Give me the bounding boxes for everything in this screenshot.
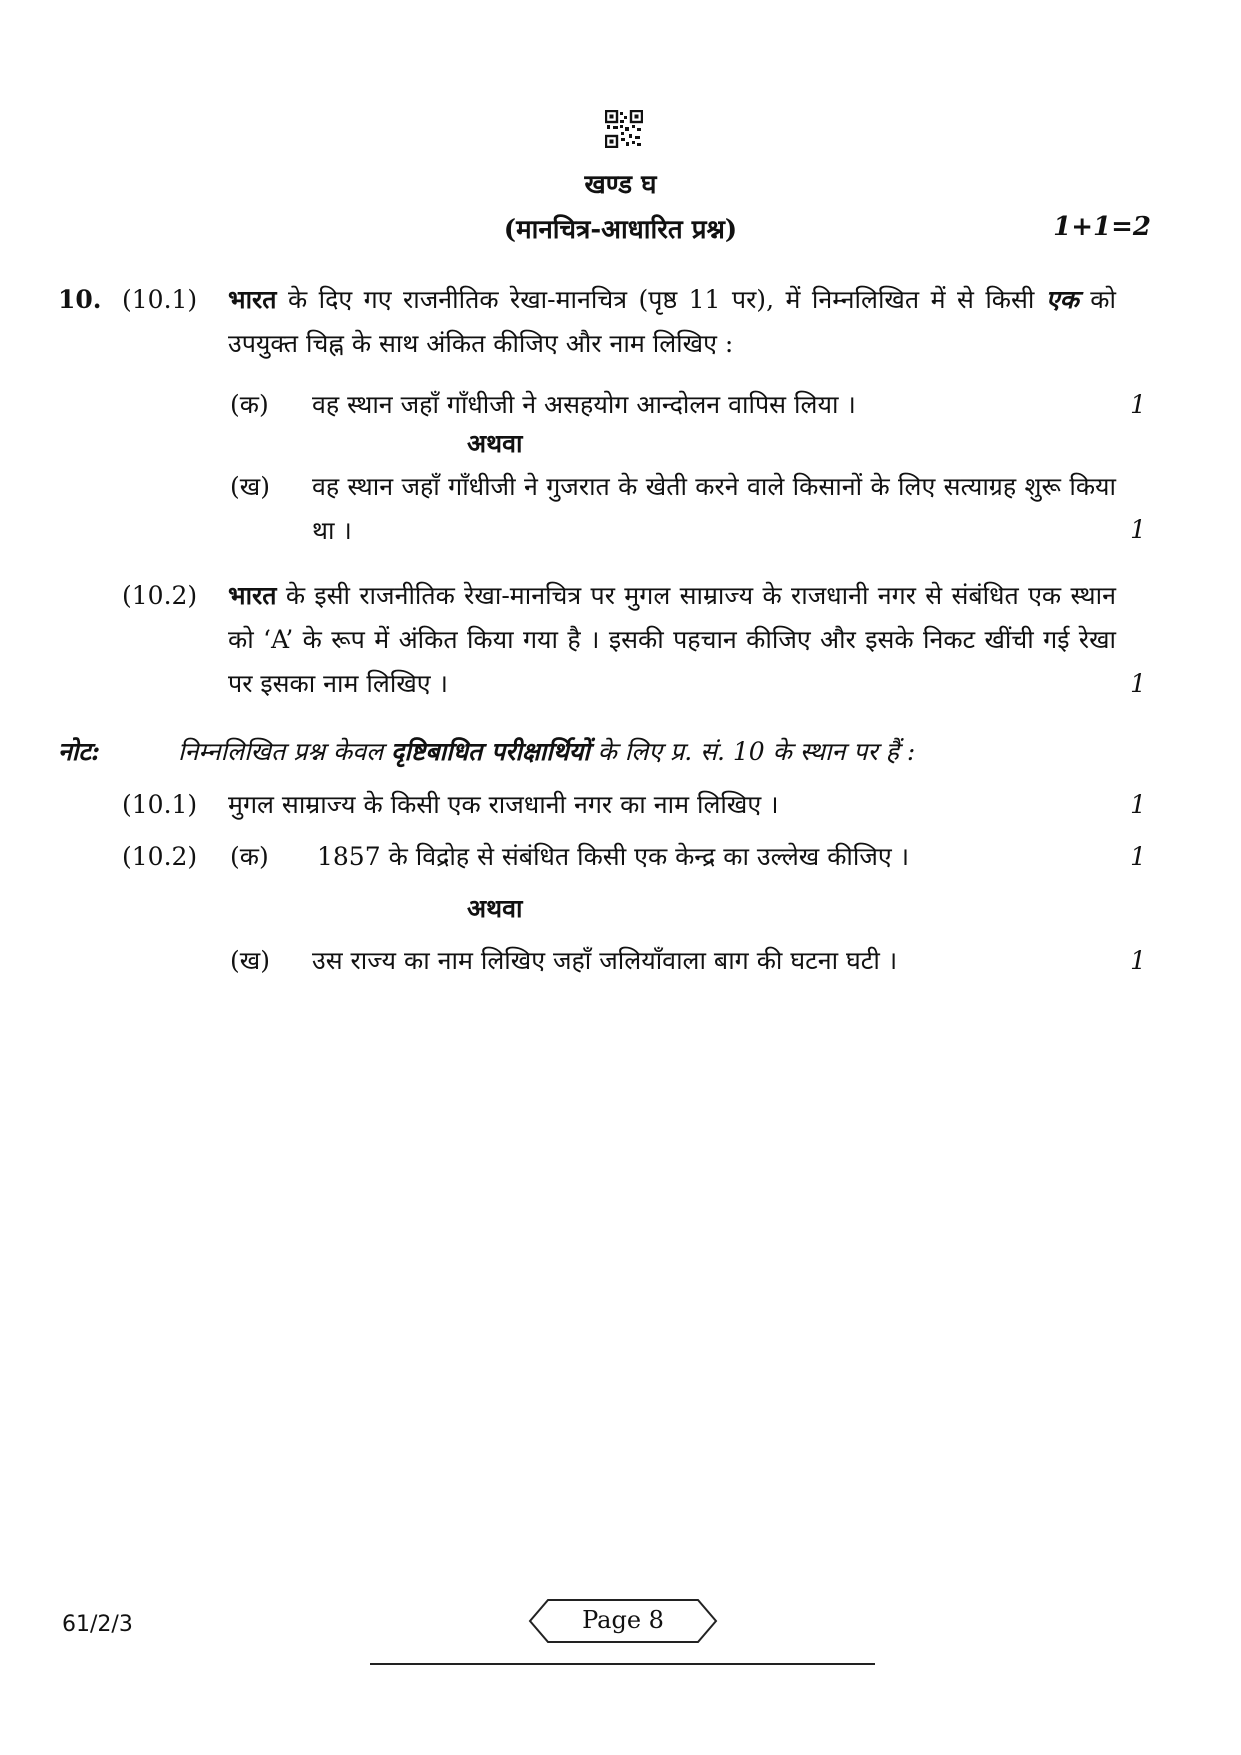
note-emphasis: दृष्टिबाधित परीक्षार्थियों (391, 737, 590, 766)
note-q2-or: अथवा (467, 894, 523, 923)
q10-1-label: (10.1) (122, 285, 198, 314)
note-q2-a-label: (क) (230, 842, 269, 871)
q10-1-text-part2: को उपयुक्त चिह्न के साथ अंकित कीजिए और नाम लिखिए : (228, 285, 1116, 358)
q10-1-a-label: (क) (230, 390, 269, 419)
q10-1-bold-term: भारत (228, 285, 277, 314)
page-number: Page 8 (582, 1606, 664, 1634)
section-marks: 1+1=2 (1053, 212, 1151, 242)
note-q2-b-marks: 1 (1130, 946, 1146, 975)
section-title: खण्ड घ (584, 170, 657, 200)
qr-code-icon (605, 110, 643, 148)
note-q2-b-label: (ख) (230, 946, 270, 975)
q10-1-or: अथवा (467, 429, 523, 458)
q10-1-a-marks: 1 (1130, 390, 1146, 419)
question-number: 10. (58, 285, 102, 314)
paper-code: 61/2/3 (62, 1612, 133, 1637)
note-q2-a-marks: 1 (1130, 842, 1146, 871)
note-q1-label: (10.1) (122, 790, 198, 819)
q10-2-text-body: के इसी राजनीतिक रेखा-मानचित्र पर मुगल साम्राज्य के राजधानी नगर से संबंधित एक स्थान को ‘A’ के रूप में अंकित किया गया है । इसकी पहचान कीजिए और इसके निकट खींची गई रेखा पर इसका नाम लिखिए । (228, 581, 1116, 698)
q10-2-text (228, 574, 1116, 706)
note-q2-b-text: उस राज्य का नाम लिखिए जहाँ जलियाँवाला बाग की घटना घटी । (312, 946, 898, 975)
note-q1-marks: 1 (1130, 790, 1146, 819)
q10-1-text (228, 278, 1116, 366)
q10-2-marks: 1 (1130, 669, 1146, 698)
section-subtitle: (मानचित्र-आधारित प्रश्न) (503, 215, 738, 245)
q10-1-a-text: वह स्थान जहाँ गाँधीजी ने असहयोग आन्दोलन वापिस लिया । (312, 390, 856, 419)
note-q2-a-text: 1857 के विद्रोह से संबंधित किसी एक केन्द्र का उल्लेख कीजिए । (317, 842, 910, 871)
q10-2-label: (10.2) (122, 581, 198, 610)
footer-rule (370, 1663, 875, 1665)
q10-2-bold-term: भारत (228, 581, 277, 610)
note-text-part1: निम्नलिखित प्रश्न केवल (178, 737, 392, 766)
q10-1-emphasis: एक (1045, 285, 1079, 314)
note-label: नोट: (58, 737, 101, 766)
q10-1-b-text: वह स्थान जहाँ गाँधीजी ने गुजरात के खेती करने वाले किसानों के लिए सत्याग्रह शुरू किया था । (312, 472, 1116, 545)
note-q2-label: (10.2) (122, 842, 198, 871)
q10-1-text-part1: के दिए गए राजनीतिक रेखा-मानचित्र (पृष्ठ 11 पर), में निम्नलिखित में से किसी (276, 285, 1046, 314)
note-text (178, 730, 1138, 774)
note-text-part2: के लिए प्र. सं. 10 के स्थान पर हैं : (589, 737, 916, 766)
note-q1-text: मुगल साम्राज्य के किसी एक राजधानी नगर का नाम लिखिए । (228, 790, 779, 819)
q10-1-b-label: (ख) (230, 472, 270, 501)
q10-1-b-marks: 1 (1130, 515, 1146, 544)
